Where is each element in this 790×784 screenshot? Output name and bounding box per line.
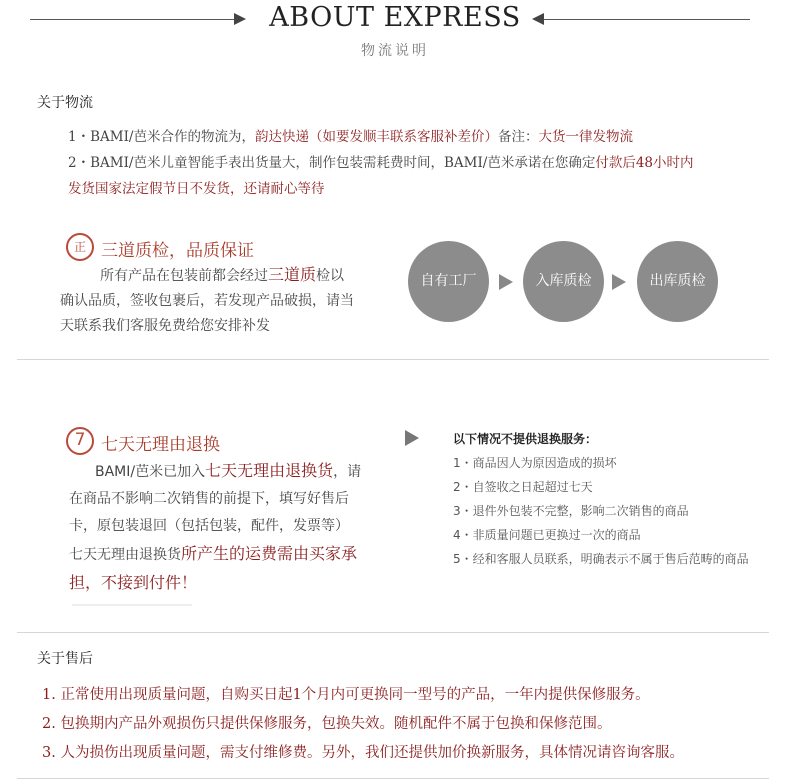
bottom-divider [17,778,769,779]
quality-badge-icon: 正 [66,233,94,261]
quality-paragraph [60,262,390,339]
exclusion-item: 1・商品因人为原因造成的损坏 [453,456,617,470]
page-title: ABOUT EXPRESS [269,2,521,33]
returns-paragraph [69,457,389,596]
returns-p1-after: ，请 [333,464,362,480]
quality-para-line-2: 确认品质，签收包裹后，若发现产品破损，请当 [60,293,354,309]
logistics-line-2 [68,151,694,171]
exclusion-item: 4・非质量问题已更换过一次的商品 [453,528,641,542]
logistics-line-1 [68,125,633,145]
logistics-line-1-prefix: 1・BAMI/芭米合作的物流为， [68,129,255,145]
returns-p3: 卡，原包装退回（包括包装，配件，发票等） [69,518,349,534]
quality-para-line-3: 天联系我们客服免费给您安排补发 [60,318,270,334]
page-subtitle: 物流说明 [361,43,429,59]
process-step-factory: 自有工厂 [408,241,489,322]
section-divider [17,359,769,360]
logistics-line-2-prefix: 2・BAMI/芭米儿童智能手表出货量大，制作包装需耗费时间，BAMI/芭米承诺在您确定 [68,155,596,171]
process-arrow-icon [499,274,513,290]
process-step-inbound-check: 入库质检 [523,241,604,322]
returns-p5: 担，不接到付件！ [69,573,198,592]
exclusion-item: 3・退件外包装不完整，影响二次销售的商品 [453,504,689,518]
after-sales-item: 1. 正常使用出现质量问题，自购买日起1个月内可更换同一型号的产品，一年内提供保修服务。 [42,687,650,703]
decorative-faint-line [72,604,192,606]
process-step-outbound-check: 出库质检 [637,241,718,322]
returns-p4-highlight: 所产生的运费需由买家承 [181,544,358,563]
logistics-line-1-carrier: 韵达快递（如要发顺丰联系客服补差价） [254,129,498,145]
logistics-label: 关于物流 [37,95,93,111]
section-divider [17,632,769,633]
exclusions-arrow-icon [405,430,419,446]
logistics-line-2-deadline: 付款后48小时内 [595,155,694,171]
logistics-line-1-note-value: 大货一律发物流 [538,129,633,145]
returns-p4-before: 七天无理由退换货 [69,547,181,563]
after-sales-item: 2. 包换期内产品外观损伤只提供保修服务，包换失效。随机配件不属于包换和保修范围。 [42,716,612,732]
quality-para-highlight: 三道质 [268,265,317,284]
after-sales-label: 关于售后 [37,651,93,667]
logistics-line-1-note: 备注： [497,129,539,145]
process-arrow-icon [612,274,626,290]
quality-para-before: 所有产品在包装前都会经过 [100,268,268,284]
seven-day-badge-icon: 7 [66,427,94,455]
exclusion-item: 5・经和客服人员联系，明确表示不属于售后范畴的商品 [453,552,749,566]
logistics-line-3: 发货国家法定假节日不发货，还请耐心等待 [68,181,325,197]
after-sales-item: 3. 人为损伤出现质量问题，需支付维修费。另外，我们还提供加价换新服务，具体情况请咨询客服。 [42,745,684,761]
exclusions-title: 以下情况不提供退换服务： [453,432,598,446]
returns-p1-highlight: 七天无理由退换货 [205,461,334,480]
exclusion-item: 2・自签收之日起超过七天 [453,480,593,494]
quality-heading: 三道质检，品质保证 [101,241,254,261]
returns-p2: 在商品不影响二次销售的前提下，填写好售后 [69,491,349,507]
quality-para-after: 检以 [316,268,345,284]
returns-p1-before: BAMI/芭米已加入 [95,464,206,480]
returns-heading: 七天无理由退换 [101,435,220,455]
